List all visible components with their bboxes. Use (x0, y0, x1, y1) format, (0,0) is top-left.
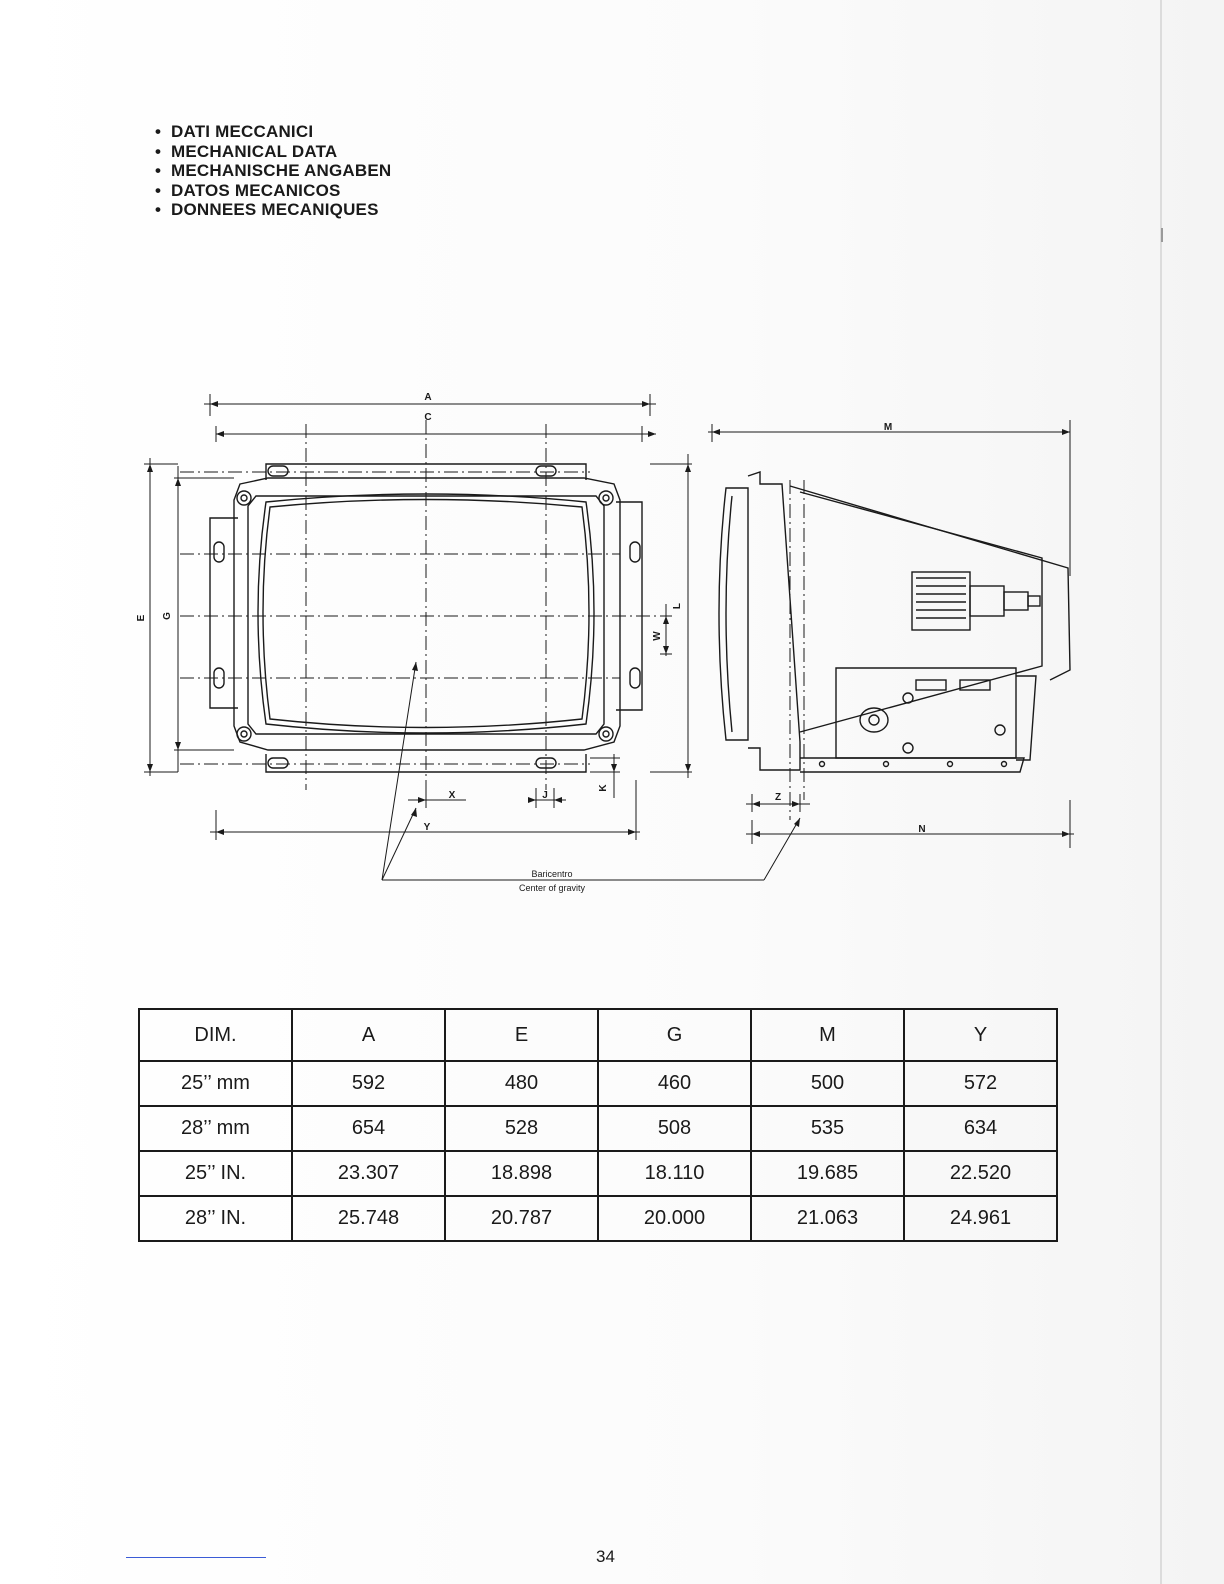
heading-spanish: • DATOS MECANICOS (155, 180, 341, 200)
table-cell: 535 (751, 1106, 904, 1151)
corner-hole-bottom-right (599, 727, 613, 741)
gravity-label-it: Baricentro (531, 869, 573, 879)
label-N: N (918, 824, 926, 835)
table-header-cell: DIM. (139, 1009, 292, 1061)
table-header-cell: Y (904, 1009, 1057, 1061)
gravity-leader-lines (382, 662, 800, 880)
table-row (139, 1196, 1057, 1241)
table-header-cell: G (598, 1009, 751, 1061)
gravity-label-en: Center of gravity (518, 883, 586, 893)
table-cell: 18.110 (598, 1151, 751, 1196)
table-cell: 22.520 (904, 1151, 1057, 1196)
side-neck-socket (1004, 592, 1028, 610)
side-pcb-part-1 (916, 680, 946, 690)
label-J: J (542, 790, 548, 801)
label-K: K (598, 784, 609, 792)
front-dimension-lines (144, 394, 692, 840)
label-G: G (162, 612, 173, 620)
corner-hole-bottom-left (237, 727, 251, 741)
corner-hole-top-right (599, 491, 613, 505)
page-edge-mark (1161, 228, 1163, 242)
table-cell: 528 (445, 1106, 598, 1151)
table-cell: 25’’ mm (139, 1061, 292, 1106)
gravity-caption (519, 869, 586, 893)
heading-french: • DONNEES MECANIQUES (155, 200, 379, 219)
table-cell: 28’’ mm (139, 1106, 292, 1151)
table-header-cell: M (751, 1009, 904, 1061)
table-cell: 20.787 (445, 1196, 598, 1241)
table-header-row (139, 1009, 1057, 1061)
table-cell: 500 (751, 1061, 904, 1106)
slot-top-left (268, 466, 288, 476)
label-W: W (652, 631, 663, 641)
mechanical-drawing (120, 380, 1090, 915)
table-cell: 634 (904, 1106, 1057, 1151)
table-cell: 592 (292, 1061, 445, 1106)
label-X: X (448, 790, 456, 801)
mechanical-drawing-svg (120, 380, 1090, 910)
side-neck-pin (1028, 596, 1040, 606)
table-cell: 460 (598, 1061, 751, 1106)
table-cell: 19.685 (751, 1151, 904, 1196)
outer-frame (234, 478, 620, 750)
corner-hole-bottom-right-inner (603, 731, 609, 737)
dimensions-table (138, 1008, 1058, 1242)
table-cell: 508 (598, 1106, 751, 1151)
side-faceplate (719, 488, 748, 740)
corner-hole-top-left (237, 491, 251, 505)
heading-german: • MECHANISCHE ANGABEN (155, 161, 392, 180)
label-L: L (672, 602, 683, 610)
table-row (139, 1151, 1057, 1196)
table-cell: 25’’ IN. (139, 1151, 292, 1196)
table-cell: 21.063 (751, 1196, 904, 1241)
slot-right-bottom (630, 668, 640, 688)
table-cell: 480 (445, 1061, 598, 1106)
table-cell: 28’’ IN. (139, 1196, 292, 1241)
table-cell: 18.898 (445, 1151, 598, 1196)
page-number: 34 (596, 1547, 615, 1566)
table-cell: 572 (904, 1061, 1057, 1106)
corner-hole-top-right-inner (603, 495, 609, 501)
label-A: A (424, 392, 432, 403)
table-cell: 20.000 (598, 1196, 751, 1241)
side-view (719, 472, 1070, 772)
table-header-cell: A (292, 1009, 445, 1061)
heading-list (155, 122, 391, 220)
table-cell: 24.961 (904, 1196, 1057, 1241)
side-frame (748, 472, 800, 770)
label-E: E (136, 614, 147, 622)
corner-hole-bottom-left-inner (241, 731, 247, 737)
table-row (139, 1106, 1057, 1151)
side-base-plate (800, 758, 1024, 772)
corner-hole-top-left-inner (241, 495, 247, 501)
label-Y: Y (423, 822, 431, 833)
label-C: C (424, 412, 432, 423)
label-M: M (883, 422, 893, 433)
side-bracket-wire (790, 486, 1070, 680)
side-pcb-clip (1016, 676, 1036, 760)
front-centre-lines (180, 420, 670, 800)
footer-rule (126, 1557, 266, 1558)
dimension-labels (136, 392, 926, 835)
table-cell: 654 (292, 1106, 445, 1151)
side-centre-lines (790, 480, 804, 820)
heading-english: • MECHANICAL DATA (155, 141, 338, 161)
table-cell: 25.748 (292, 1196, 445, 1241)
side-neck-coil (912, 572, 970, 630)
slot-bottom-left (268, 758, 288, 768)
table-header-cell: E (445, 1009, 598, 1061)
label-Z: Z (774, 792, 782, 803)
heading-italian: • DATI MECCANICI (155, 122, 314, 141)
table-row (139, 1061, 1057, 1106)
side-faceplate-edge (726, 496, 732, 732)
table-cell: 23.307 (292, 1151, 445, 1196)
slot-left-top (214, 542, 224, 562)
side-neck-yoke (970, 586, 1004, 616)
slot-right-top (630, 542, 640, 562)
